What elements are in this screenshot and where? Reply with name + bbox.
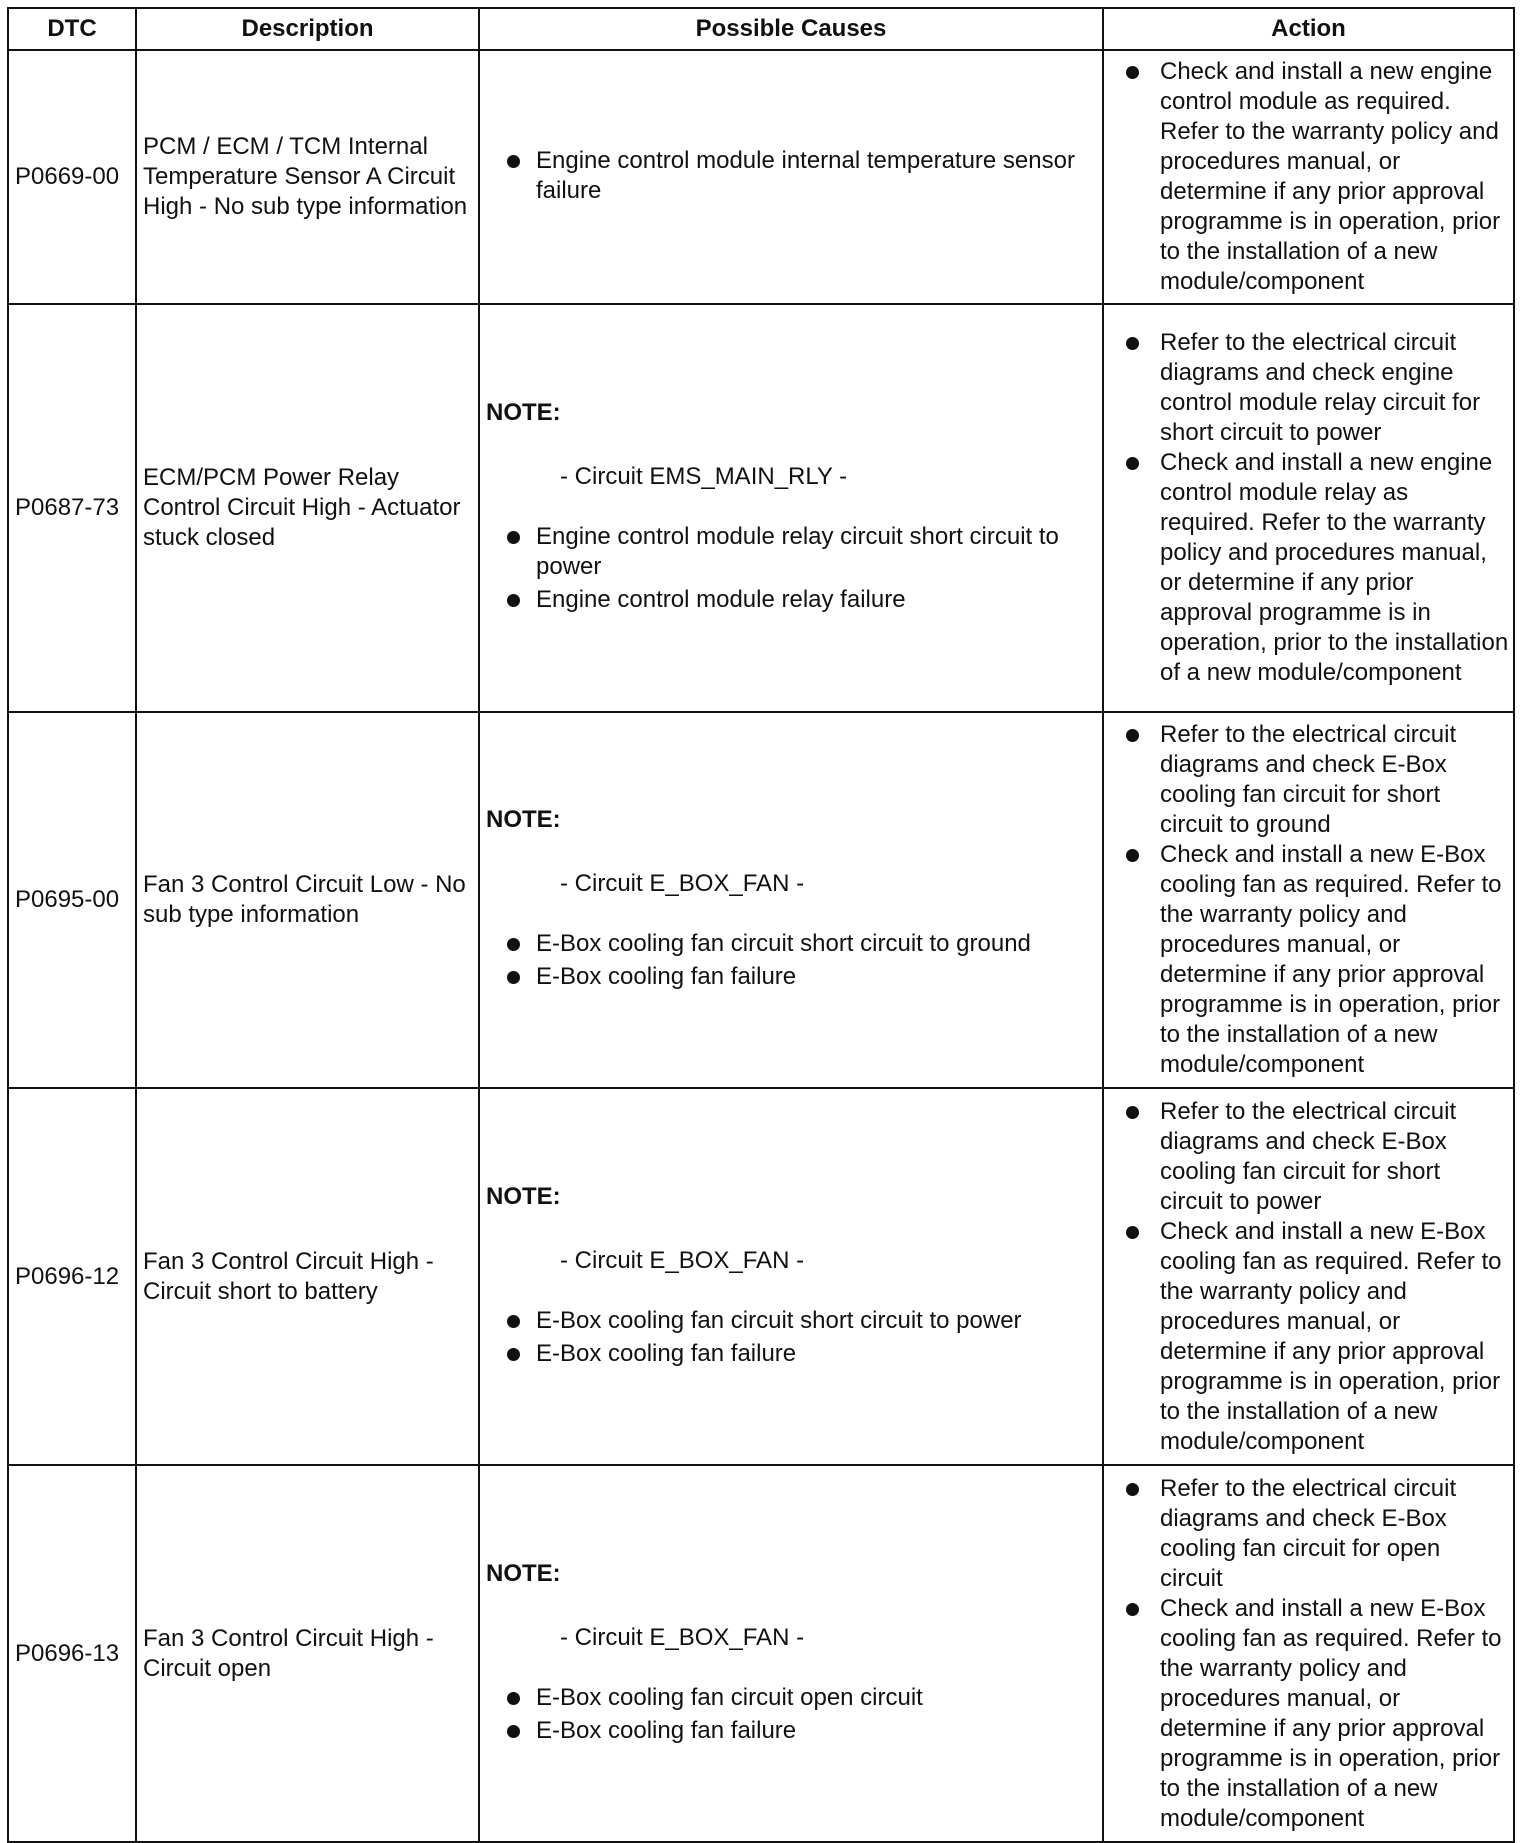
header-action: Action — [1103, 8, 1514, 50]
actions-list — [1122, 57, 1509, 297]
bullet-icon — [1126, 337, 1139, 350]
action-text: Check and install a new engine control module as required. Refer to the warranty policy and procedures manual, or determine if any prior approval programme is in operation, prior to the installation of a new module/component — [1160, 58, 1501, 295]
bullet-icon — [1126, 457, 1139, 470]
action-item — [1122, 1594, 1509, 1834]
action-cell — [1103, 1465, 1514, 1842]
cause-item — [504, 522, 1094, 582]
header-possible-causes: Possible Causes — [479, 8, 1103, 50]
dtc-description: Fan 3 Control Circuit Low - No sub type information — [136, 712, 479, 1088]
action-cell — [1103, 50, 1514, 304]
note-label: NOTE: — [486, 1182, 561, 1210]
dtc-code: P0669-00 — [8, 50, 136, 304]
table-row — [8, 1088, 1514, 1465]
cause-text: Engine control module internal temperature sensor failure — [536, 146, 1075, 204]
causes-list — [504, 929, 1094, 992]
dtc-description: Fan 3 Control Circuit High - Circuit open — [136, 1465, 479, 1842]
dtc-code: P0696-13 — [8, 1465, 136, 1842]
actions-list — [1122, 720, 1509, 1080]
bullet-icon — [1126, 1483, 1139, 1496]
action-item — [1122, 57, 1509, 297]
bullet-icon — [1126, 1106, 1139, 1119]
bullet-icon — [1126, 849, 1139, 862]
circuit-name: - Circuit EMS_MAIN_RLY - — [560, 463, 848, 490]
possible-causes — [479, 50, 1103, 304]
causes-list — [504, 146, 1094, 206]
bullet-icon — [507, 1348, 520, 1361]
cause-text: E-Box cooling fan failure — [536, 1716, 797, 1744]
bullet-icon — [507, 938, 520, 951]
cause-item — [504, 146, 1094, 206]
cause-text: Engine control module relay failure — [536, 586, 906, 613]
action-text: Refer to the electrical circuit diagrams and check E-Box cooling fan circuit for short circuit to power — [1160, 1097, 1457, 1215]
actions-list — [1122, 328, 1509, 688]
note-label: NOTE: — [486, 399, 561, 426]
circuit-name: - Circuit E_BOX_FAN - — [560, 1246, 805, 1274]
action-text: Check and install a new E-Box cooling fan as required. Refer to the warranty policy and procedures manual, or determine if any prior approval programme is in operation, prior to the installation of a new module/component — [1160, 1594, 1502, 1832]
action-text: Check and install a new E-Box cooling fan as required. Refer to the warranty policy and procedures manual, or determine if any prior approval programme is in operation, prior to the installation of a new module/component — [1160, 841, 1502, 1078]
cause-item — [504, 1716, 1094, 1746]
action-item — [1122, 328, 1509, 448]
circuit-name: - Circuit E_BOX_FAN - — [560, 1623, 805, 1651]
possible-causes — [479, 304, 1103, 712]
bullet-icon — [507, 971, 520, 984]
action-text: Refer to the electrical circuit diagrams and check E-Box cooling fan circuit for open circuit — [1160, 1474, 1457, 1592]
action-text: Refer to the electrical circuit diagrams and check E-Box cooling fan circuit for short circuit to ground — [1160, 721, 1457, 838]
table-header-row — [8, 8, 1514, 50]
bullet-icon — [1126, 729, 1139, 742]
cause-item — [504, 1339, 1094, 1369]
table-row — [8, 304, 1514, 712]
note-label: NOTE: — [486, 806, 561, 833]
bullet-icon — [507, 1725, 520, 1738]
action-item — [1122, 840, 1509, 1080]
action-text: Refer to the electrical circuit diagrams and check engine control module relay circuit for short circuit to power — [1160, 329, 1481, 446]
cause-item — [504, 1306, 1094, 1336]
circuit-name: - Circuit E_BOX_FAN - — [560, 870, 805, 897]
action-item — [1122, 720, 1509, 840]
possible-causes — [479, 1088, 1103, 1465]
bullet-icon — [1126, 66, 1139, 79]
dtc-description: Fan 3 Control Circuit High - Circuit short to battery — [136, 1088, 479, 1465]
bullet-icon — [507, 594, 520, 607]
actions-list — [1122, 1474, 1509, 1834]
table-row — [8, 1465, 1514, 1842]
cause-text: E-Box cooling fan failure — [536, 1339, 797, 1367]
bullet-icon — [507, 531, 520, 544]
dtc-description: ECM/PCM Power Relay Control Circuit High - Actuator stuck closed — [136, 304, 479, 712]
cause-text: E-Box cooling fan circuit short circuit to ground — [536, 930, 1031, 957]
bullet-icon — [1126, 1603, 1139, 1616]
cause-item — [504, 962, 1094, 992]
action-item — [1122, 1097, 1509, 1217]
cause-text: E-Box cooling fan circuit short circuit to power — [536, 1306, 1022, 1334]
causes-list — [504, 1683, 1094, 1746]
header-dtc: DTC — [8, 8, 136, 50]
cause-item — [504, 1683, 1094, 1713]
bullet-icon — [507, 1692, 520, 1705]
possible-causes — [479, 712, 1103, 1088]
dtc-table — [7, 7, 1515, 1843]
table-row — [8, 712, 1514, 1088]
possible-causes — [479, 1465, 1103, 1842]
cause-text: E-Box cooling fan circuit open circuit — [536, 1683, 923, 1711]
bullet-icon — [1126, 1226, 1139, 1239]
dtc-code: P0696-12 — [8, 1088, 136, 1465]
dtc-code: P0687-73 — [8, 304, 136, 712]
action-cell — [1103, 304, 1514, 712]
dtc-code: P0695-00 — [8, 712, 136, 1088]
bullet-icon — [507, 1315, 520, 1328]
cause-text: E-Box cooling fan failure — [536, 963, 797, 990]
cause-item — [504, 929, 1094, 959]
cause-item — [504, 585, 1094, 615]
bullet-icon — [507, 155, 520, 168]
action-cell — [1103, 1088, 1514, 1465]
action-item — [1122, 1474, 1509, 1594]
causes-list — [504, 1306, 1094, 1369]
table-row — [8, 50, 1514, 304]
action-item — [1122, 448, 1509, 688]
dtc-description: PCM / ECM / TCM Internal Temperature Sensor A Circuit High - No sub type information — [136, 50, 479, 304]
action-text: Check and install a new E-Box cooling fan as required. Refer to the warranty policy and procedures manual, or determine if any prior approval programme is in operation, prior to the installation of a new module/component — [1160, 1217, 1502, 1455]
action-text: Check and install a new engine control module relay as required. Refer to the warranty policy and procedures manual, or determine if any prior approval programme is in operation, prior to the installation of a new module/component — [1160, 449, 1509, 686]
cause-text: Engine control module relay circuit short circuit to power — [536, 523, 1059, 580]
actions-list — [1122, 1097, 1509, 1457]
action-item — [1122, 1217, 1509, 1457]
causes-list — [504, 522, 1094, 615]
note-label: NOTE: — [486, 1559, 561, 1587]
header-description: Description — [136, 8, 479, 50]
action-cell — [1103, 712, 1514, 1088]
